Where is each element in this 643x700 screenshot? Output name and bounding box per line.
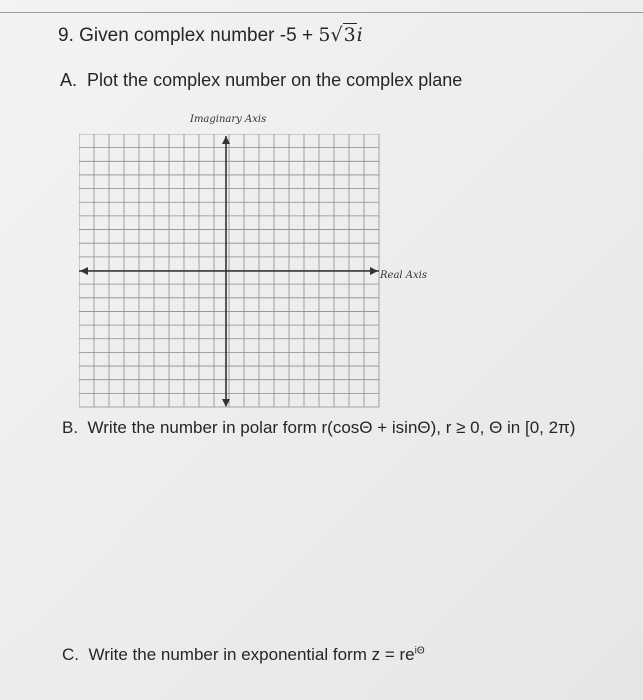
radical-sign: √	[330, 24, 343, 46]
radicand: 3	[343, 24, 356, 46]
part-c-text: Write the number in exponential form z = re	[88, 645, 415, 664]
question-prefix: Given complex number	[79, 25, 275, 46]
imaginary-unit: i	[356, 24, 363, 46]
imaginary-axis-label: Imaginary Axis	[190, 114, 267, 125]
part-a	[60, 70, 462, 91]
real-axis-right-arrow	[370, 267, 378, 275]
complex-plane-grid[interactable]	[79, 134, 381, 409]
part-b-text: Write the number in polar form r(cosΘ + isinΘ), r ≥ 0, Θ in [0, 2π)	[87, 418, 576, 437]
question-title	[58, 24, 363, 47]
real-axis-label: Real Axis	[380, 270, 427, 281]
part-b	[62, 418, 575, 438]
imaginary-part: 5√3i	[318, 24, 363, 46]
question-number: 9.	[58, 25, 74, 46]
part-c-letter: C.	[62, 645, 79, 664]
part-b-letter: B.	[62, 418, 79, 437]
plus-sign: +	[301, 25, 314, 46]
part-c	[62, 645, 425, 665]
top-rule	[0, 12, 643, 13]
part-c-superscript: iΘ	[414, 645, 425, 657]
real-part: -5	[279, 25, 297, 46]
real-axis-left-arrow	[80, 267, 88, 275]
part-a-text: Plot the complex number on the complex plane	[87, 70, 463, 90]
part-a-letter: A.	[60, 70, 78, 90]
